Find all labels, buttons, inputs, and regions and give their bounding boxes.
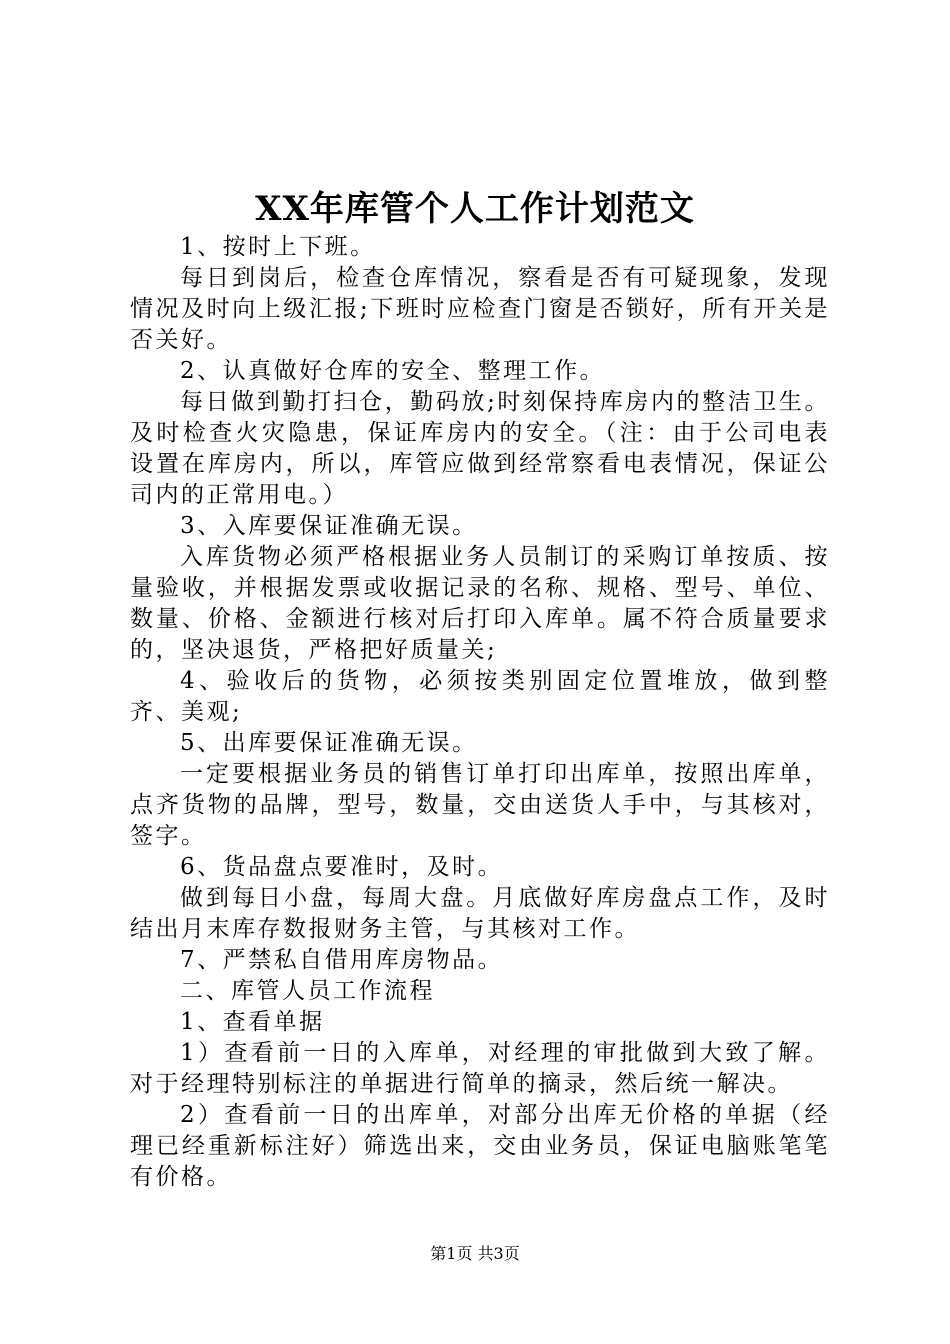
paragraph: 3、入库要保证准确无误。 (180, 513, 478, 539)
paragraph: 1）查看前一日的入库单，对经理的审批做到大致了解。对于经理特别标注的单据进行简单的摘录，然后统一解决。 (130, 1040, 830, 1097)
paragraph: 6、货品盘点要准时，及时。 (180, 854, 504, 880)
paragraph: 一定要根据业务员的销售订单打印出库单，按照出库单，点齐货物的品牌，型号，数量，交由送货人手中，与其核对，签字。 (130, 761, 830, 849)
paragraph: 1、查看单据 (180, 1009, 325, 1035)
page-number-footer: 第1页 共3页 (430, 1244, 520, 1263)
paragraph: 每日到岗后，检查仓库情况，察看是否有可疑现象，发现情况及时向上级汇报;下班时应检查门窗是否锁好，所有开关是否关好。 (130, 265, 830, 353)
document-title: XX年库管个人工作计划范文 (255, 189, 695, 229)
section-heading: 二、库管人员工作流程 (180, 978, 435, 1004)
paragraph: 2、认真做好仓库的安全、整理工作。 (180, 358, 606, 384)
paragraph: 5、出库要保证准确无误。 (180, 730, 478, 756)
paragraph: 4、验收后的货物，必须按类别固定位置堆放，做到整齐、美观; (130, 668, 830, 725)
paragraph: 2）查看前一日的出库单，对部分出库无价格的单据（经理已经重新标注好）筛选出来，交由业务员，保证电脑账笔笔有价格。 (130, 1102, 830, 1190)
document-body (130, 232, 830, 1193)
paragraph: 做到每日小盘，每周大盘。月底做好库房盘点工作，及时结出月末库存数报财务主管，与其核对工作。 (130, 885, 830, 942)
paragraph: 7、严禁私自借用库房物品。 (180, 947, 504, 973)
paragraph: 1、按时上下班。 (180, 234, 376, 260)
paragraph: 每日做到勤打扫仓，勤码放;时刻保持库房内的整洁卫生。及时检查火灾隐患，保证库房内的安全。（注：由于公司电表设置在库房内，所以，库管应做到经常察看电表情况，保证公司内的正常用电。） (130, 389, 830, 508)
paragraph: 入库货物必须严格根据业务人员制订的采购订单按质、按量验收，并根据发票或收据记录的名称、规格、型号、单位、数量、价格、金额进行核对后打印入库单。属不符合质量要求的，坚决退货，严格把好质量关; (130, 544, 830, 663)
